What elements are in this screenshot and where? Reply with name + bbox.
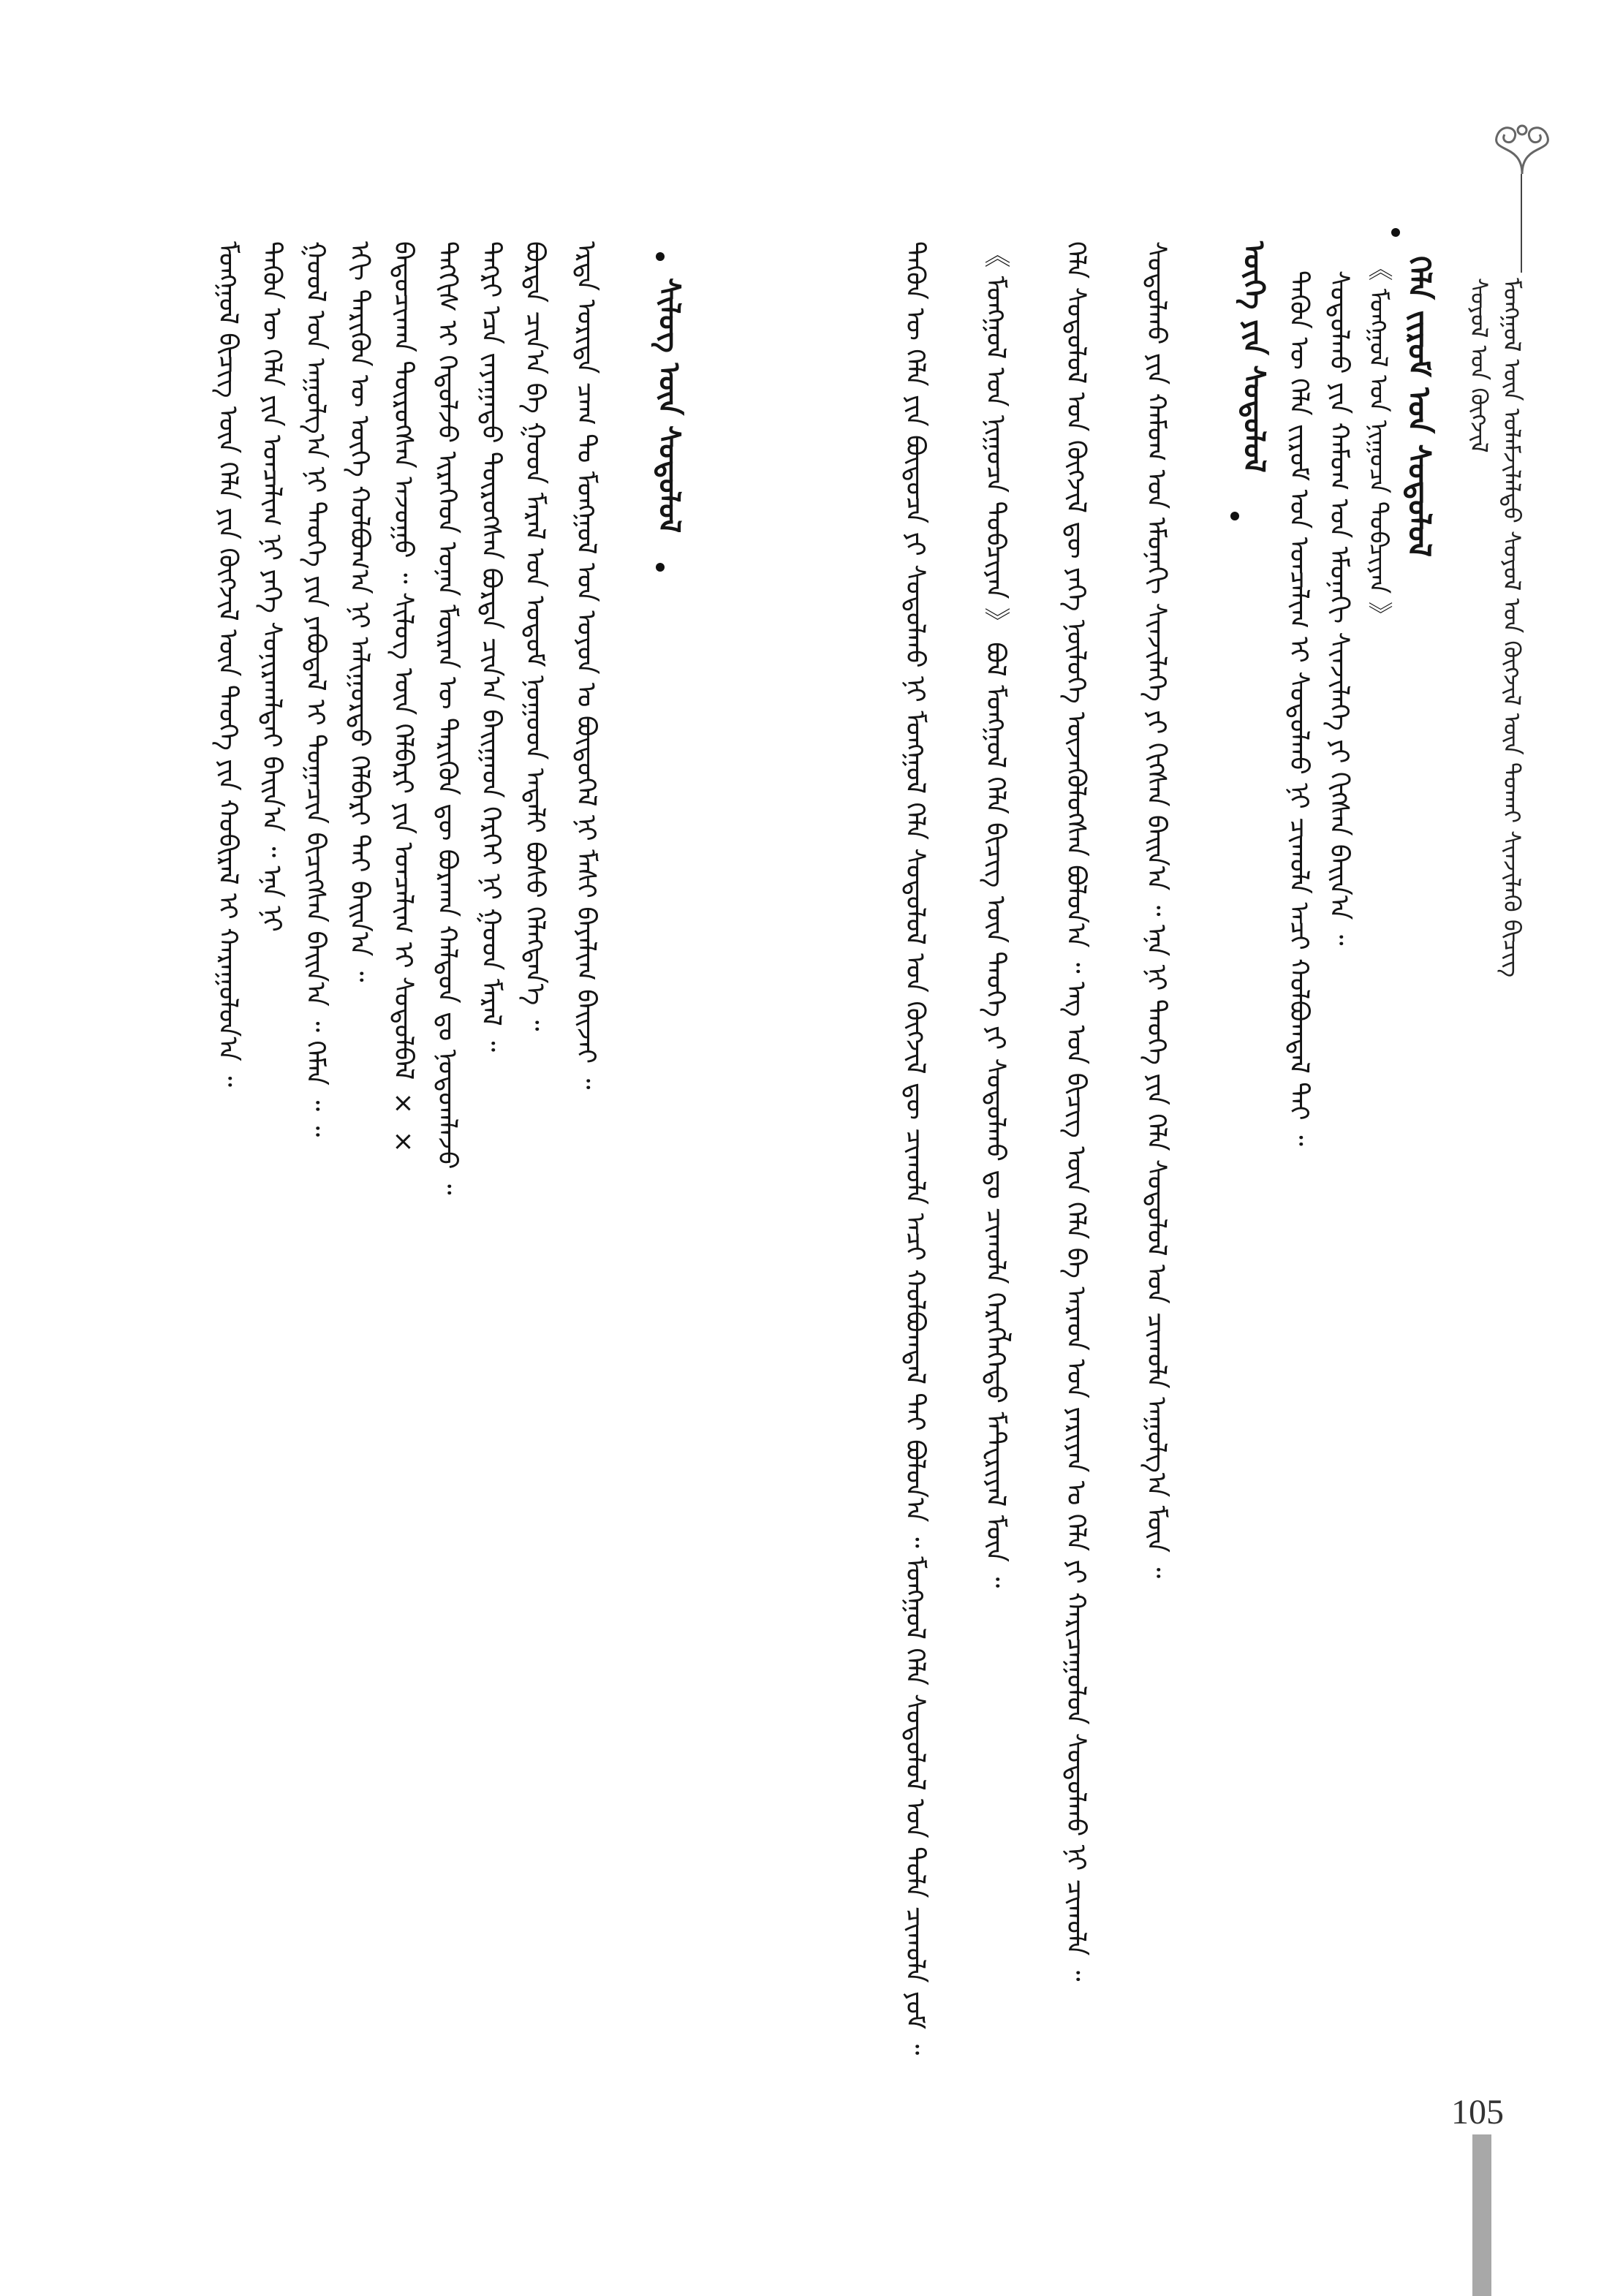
- verse-line: ᠡᠷᠲᠡ ᠤᠷᠢᠳᠠ ᠴᠠᠭ ᠲᠤ ᠮᠣᠩᠭᠣᠯ ᠤᠨ ᠣᠶᠤᠨ ᠤ ᠪᠦᠲᠦᠭᠡᠯ ᠨᠢ ᠮᠠᠰᠢ ᠪᠠᠶᠠᠯᠢᠭ ᠪᠠᠢᠵᠠᠢ ᠃: [571, 241, 601, 1090]
- section-title: ᠬᠡᠯᠡ ᠵᠢᠷᠤᠮ ᠤᠨ ᠰᠤᠳᠤᠯᠤᠯ: [1401, 256, 1437, 558]
- verse-line: ᠡᠬᠢ ᠲᠡᠷᠢᠭᠦᠨ ᠦ ᠦᠭᠡ ᠬᠣᠯᠪᠣᠭ᠎ᠠ ᠨᠢ ᠠᠯᠢᠭᠤᠷᠲᠤ ᠬᠡᠯᠪᠡᠷᠢ ᠲᠠᠢ ᠪᠠᠢᠨ᠎ᠠ ᠃: [344, 241, 374, 982]
- verse-line: ᠲᠡᠭᠦᠨ ᠦ ᠬᠡᠯᠡ ᠶᠢᠨ ᠣᠨᠴᠠᠯᠢᠭ ᠨᠢ ᠶᠡᠬᠡ ᠰᠣᠨᠢᠷᠬᠠᠯᠲᠠᠢ ᠪᠠᠢᠨ᠎ᠠ ᠃ ᠡᠨᠡ ᠨᠢ: [257, 241, 287, 932]
- page-number: 105: [1451, 2093, 1504, 2132]
- paragraph: ᠰᠤᠳᠤᠯᠬᠤ ᠶᠢᠨ ᠬᠠᠮᠤᠭ ᠤᠨ ᠡᠮᠦᠨᠡᠬᠢ ᠰᠢᠨᠵᠢᠯᠡᠭᠡ ᠶᠢ ᠬᠢᠭᠰᠡᠨ ᠪᠠᠢᠨ᠎ᠠ ᠃ ᠡᠨᠡ ᠨᠢ ᠲᠡᠦᠬᠡ ᠶᠢᠨ ᠬᠡᠯᠡ ᠰᠤᠳᠤᠯᠤᠯ ᠤᠨ ᠴᠢᠬᠤᠯᠠ ᠠᠭᠤᠯᠭ᠎ᠠ ᠮᠥᠨ ᠃: [1141, 241, 1171, 1579]
- running-title: ᠮᠣᠩᠭᠣᠯ ᠦᠨ ᠤᠯᠠᠮᠵᠢᠯᠠᠯᠲᠤ ᠰᠣᠶᠣᠯ ᠤᠨ ᠬᠥᠭᠵᠢᠯ ᠦᠨ ᠲᠤᠬᠠᠢ ᠰᠢᠨᠵᠢᠯᠡᠬᠦ ᠪᠢᠴᠢᠭ: [1498, 278, 1526, 978]
- section-bullet: [656, 563, 665, 572]
- verse-line: ᠭᠤᠤᠯ ᠤᠨ ᠠᠭᠤᠯᠭ᠎ᠠ ᠨᠢ ᠲᠡᠦᠬᠡ ᠶᠢᠨ ᠶᠠᠪᠤᠳᠠᠯ ᠢ ᠲᠣᠭᠠᠴᠢᠨ ᠪᠢᠴᠢᠭᠰᠡᠨ ᠪᠠᠢᠨ᠎ᠠ ᠃ ᠬᠡᠮᠡᠨ ᠃ ᠃: [300, 241, 330, 1137]
- running-subtitle: ᠰᠣᠶᠣᠯ ᠤᠨ ᠬᠥᠭᠵᠢᠯ: [1465, 278, 1493, 453]
- verse-line: ᠮᠣᠩᠭᠣᠯ ᠪᠢᠴᠢᠭ ᠦᠨ ᠬᠡᠯᠡ ᠶᠢᠨ ᠬᠥᠭᠵᠢᠯ ᠦᠨ ᠲᠡᠦᠬᠡ ᠶᠢᠨ ᠬᠤᠪᠢᠷᠠᠯ ᠢ ᠬᠠᠷᠠᠭᠤᠯᠤᠨ᠎ᠠ ᠃: [213, 241, 243, 1087]
- paragraph: 《 ᠮᠣᠩᠭᠣᠯ ᠤᠨ ᠨᠢᠭᠤᠴᠠ ᠲᠣᠪᠴᠢᠶᠠᠨ 》 ᠪᠣᠯ ᠮᠣᠩᠭᠣᠯ ᠬᠡᠯᠡ ᠪᠢᠴᠢᠭ ᠦᠨ ᠲᠡᠦᠬᠡ ᠶᠢ ᠰᠤᠳᠤᠯᠬᠤ ᠳᠤ ᠴᠢᠬᠤᠯᠠ ᠬᠡᠷᠡᠭᠯᠡᠭᠡᠲᠦ ᠮᠠᠲ᠋ᠸᠷᠢᠶᠠᠯ ᠮᠥᠨ ᠃: [980, 241, 1010, 1588]
- header-rule: [1521, 174, 1522, 273]
- ornament-icon: [1478, 115, 1566, 181]
- section-title: ᠰᠢᠯᠦᠭ ᠦᠨ ᠰᠤᠳᠤᠯᠤᠯ: [652, 278, 686, 534]
- paragraph: ᠲᠡᠭᠦᠨ ᠦ ᠬᠡᠯᠡ ᠶᠢᠨ ᠪᠦᠲᠦᠴᠡ ᠶᠢ ᠰᠤᠳᠤᠯᠬᠤ ᠨᠢ ᠮᠣᠩᠭᠣᠯ ᠬᠡᠯᠡ ᠰᠤᠳᠤᠯᠤᠯ ᠤᠨ ᠬᠥᠭᠵᠢᠯ ᠳᠦ ᠴᠢᠬᠤᠯᠠ ᠠᠴᠢ ᠬᠣᠯᠪᠣᠭᠳᠠᠯ ᠲᠠᠢ ᠪᠣᠯᠤᠨ᠎ᠠ ᠃ ᠮᠣᠩᠭᠣᠯ ᠬᠡᠯᠡ ᠰᠤᠳᠤᠯᠤᠯ ᠤᠨ ᠲᠤᠯᠠ ᠴᠢᠬᠤᠯᠠ ᠶᠤᠮ ᠃: [900, 241, 930, 2056]
- verse-line: ᠪᠤᠷᠲᠡ ᠴᠢᠨ᠎ᠠ ᠪᠠ ᠭᠣᠤᠠ ᠮᠠᠷᠠᠯ ᠤᠨ ᠤᠳᠤᠮ ᠨᠤᠭᠤᠳ ᠠᠳᠠᠯᠢ ᠪᠤᠰᠤ ᠬᠡᠯᠡᠭᠳᠡᠨ᠎ᠡ ᠃: [520, 241, 550, 1031]
- quote-text: 《 ᠮᠣᠩᠭᠣᠯ ᠤᠨ ᠨᠢᠭᠤᠴᠠ ᠲᠣᠪᠴᠢᠶᠠᠨ 》: [1363, 256, 1393, 627]
- paragraph: ᠲᠡᠭᠦᠨ ᠦ ᠬᠡᠯᠡ ᠵᠢᠷᠤᠮ ᠤᠨ ᠣᠨᠴᠠᠯᠢᠭ ᠢ ᠰᠤᠳᠤᠯᠬᠤ ᠨᠢ ᠴᠢᠬᠤᠯᠠ ᠠᠴᠢ ᠬᠤᠯᠪᠤᠭᠳᠠᠯ ᠲᠠᠢ ᠃: [1284, 270, 1314, 1146]
- section-title: ᠦᠭᠡ ᠶᠢᠨ ᠰᠤᠳᠤᠯᠤᠯ: [1237, 241, 1271, 473]
- paragraph: ᠬᠡᠯᠡ ᠰᠤᠳᠤᠯᠤᠯ ᠤᠨ ᠬᠥᠭᠵᠢᠯ ᠳᠦ ᠶᠡᠬᠡ ᠨᠥᠯᠦᠭᠡ ᠦᠵᠡᠭᠦᠯᠦᠭᠰᠡᠨ ᠪᠣᠯᠤᠨ᠎ᠠ ᠃ ᠡᠩ ᠤᠨ ᠪᠢᠴᠢᠭ ᠦᠨ ᠬᠡᠯᠡ ᠪᠠ ᠠᠷᠠᠳ ᠤᠨ ᠶᠠᠷᠢᠶᠠᠨ ᠤ ᠬᠡᠯᠡ ᠶᠢ ᠬᠠᠷᠢᠴᠠᠭᠤᠯᠤᠨ ᠰᠤᠳᠤᠯᠬᠤ ᠨᠢ ᠴᠢᠬᠤᠯᠠ ᠃: [1061, 241, 1091, 1982]
- verse-line: ᠲᠩᠭᠢᠰ ᠢ ᠬᠡᠳᠦᠯᠵᠦ ᠢᠷᠡᠭᠡᠳ ᠣᠨᠠᠨ ᠮᠦᠷᠡᠨ ᠦ ᠲᠡᠷᠢᠭᠦᠨ ᠳᠦ ᠪᠤᠷᠬᠠᠨ ᠬᠠᠯᠳᠤᠨ ᠳᠤ ᠨᠤᠲᠤᠭᠯᠠᠵᠤ ᠃: [432, 241, 462, 1195]
- section-bullet: [656, 252, 665, 261]
- paragraph: ᠰᠤᠳᠤᠯᠬᠤ ᠶᠢᠨ ᠬᠠᠮᠤᠭ ᠤᠨ ᠡᠮᠦᠨᠡᠬᠢ ᠰᠢᠨᠵᠢᠯᠡᠭᠡ ᠶᠢ ᠬᠢᠭᠰᠡᠨ ᠪᠠᠢᠨ᠎ᠠ ᠃: [1324, 270, 1354, 946]
- verse-line: ᠪᠠᠲᠤᠴᠢᠬᠠᠨ ᠲᠥᠷᠦᠭᠰᠡᠨ ᠠᠵᠤᠭᠤ ᠃ ᠰᠢᠯᠦᠭ ᠦᠨ ᠬᠡᠯᠪᠡᠷᠢ ᠶᠢᠨ ᠣᠨᠴᠠᠯᠢᠭ ᠢ ᠰᠤᠳᠤᠯᠪᠠᠯ × ×: [388, 241, 418, 1157]
- page-edge-tab: [1472, 2134, 1491, 2296]
- section-bullet: [1230, 512, 1239, 520]
- verse-line: ᠲᠡᠭᠷᠢ ᠡᠴᠡ ᠵᠠᠶᠠᠭᠠᠲᠤ ᠲᠥᠷᠦᠭᠰᠡᠨ ᠪᠤᠷᠲᠡ ᠴᠢᠨ᠎ᠠ ᠪᠠᠢᠭᠠᠳ ᠭᠡᠷᠭᠡᠢ ᠨᠢ ᠭᠣᠤᠠ ᠮᠠᠷᠠᠯ ᠃: [476, 241, 506, 1052]
- section-bullet: [1391, 228, 1400, 237]
